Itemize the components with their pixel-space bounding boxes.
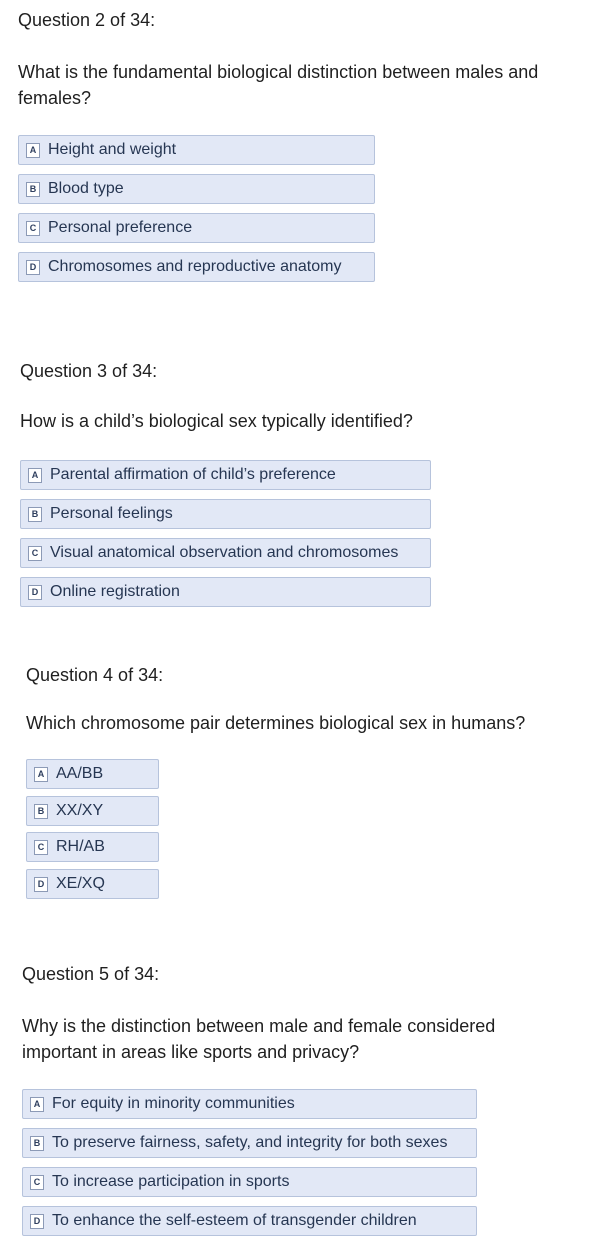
option-c[interactable] <box>26 832 159 862</box>
letter-badge: C <box>28 546 42 561</box>
option-b[interactable] <box>22 1128 477 1158</box>
option-c[interactable] <box>18 213 375 243</box>
option-label: XX/XY <box>56 802 104 819</box>
option-label: To enhance the self-esteem of transgender children <box>52 1212 417 1229</box>
question-5 <box>22 963 496 1229</box>
option-c[interactable] <box>20 538 431 568</box>
letter-badge: C <box>26 221 40 236</box>
option-label: Height and weight <box>48 141 177 158</box>
option-a[interactable] <box>22 1089 477 1119</box>
question-text: Why is the distinction between male and female considered important in areas like sports and privacy? <box>22 1016 496 1062</box>
option-label: Personal preference <box>48 219 193 236</box>
letter-badge: C <box>34 840 48 855</box>
option-b[interactable] <box>20 499 431 529</box>
option-b[interactable] <box>18 174 375 204</box>
letter-badge: B <box>30 1136 44 1151</box>
option-a[interactable] <box>20 460 431 490</box>
question-text: How is a child’s biological sex typically identified? <box>20 411 413 431</box>
letter-badge: B <box>26 182 40 197</box>
option-label: Personal feelings <box>50 505 173 522</box>
question-3 <box>20 360 413 600</box>
option-label: For equity in minority communities <box>52 1095 295 1112</box>
question-4 <box>26 664 526 892</box>
option-d[interactable] <box>18 252 375 282</box>
option-label: Online registration <box>50 583 180 600</box>
letter-badge: D <box>30 1214 44 1229</box>
option-b[interactable] <box>26 796 159 826</box>
letter-badge: D <box>26 260 40 275</box>
option-label: Visual anatomical observation and chromosomes <box>50 544 399 561</box>
letter-badge: B <box>28 507 42 522</box>
letter-badge: C <box>30 1175 44 1190</box>
letter-badge: B <box>34 804 48 819</box>
option-label: Chromosomes and reproductive anatomy <box>48 258 342 275</box>
option-a[interactable] <box>18 135 375 165</box>
letter-badge: D <box>34 877 48 892</box>
letter-badge: A <box>26 143 40 158</box>
option-label: Blood type <box>48 180 124 197</box>
question-header: Question 3 of 34: <box>20 361 158 381</box>
option-label: Parental affirmation of child’s preference <box>50 466 336 483</box>
option-label: XE/XQ <box>56 875 105 892</box>
option-label: To increase participation in sports <box>52 1173 290 1190</box>
option-label: RH/AB <box>56 838 105 855</box>
option-d[interactable] <box>20 577 431 607</box>
question-2 <box>18 9 539 275</box>
option-label: AA/BB <box>56 765 104 782</box>
option-d[interactable] <box>22 1206 477 1236</box>
question-text: Which chromosome pair determines biological sex in humans? <box>26 713 526 733</box>
option-label: To preserve fairness, safety, and integrity for both sexes <box>52 1134 448 1151</box>
letter-badge: A <box>28 468 42 483</box>
question-header: Question 2 of 34: <box>18 10 156 30</box>
option-d[interactable] <box>26 869 159 899</box>
question-text: What is the fundamental biological distinction between males and females? <box>18 62 539 108</box>
question-header: Question 4 of 34: <box>26 665 164 685</box>
letter-badge: A <box>34 767 48 782</box>
letter-badge: D <box>28 585 42 600</box>
letter-badge: A <box>30 1097 44 1112</box>
question-header: Question 5 of 34: <box>22 964 160 984</box>
option-a[interactable] <box>26 759 159 789</box>
option-c[interactable] <box>22 1167 477 1197</box>
